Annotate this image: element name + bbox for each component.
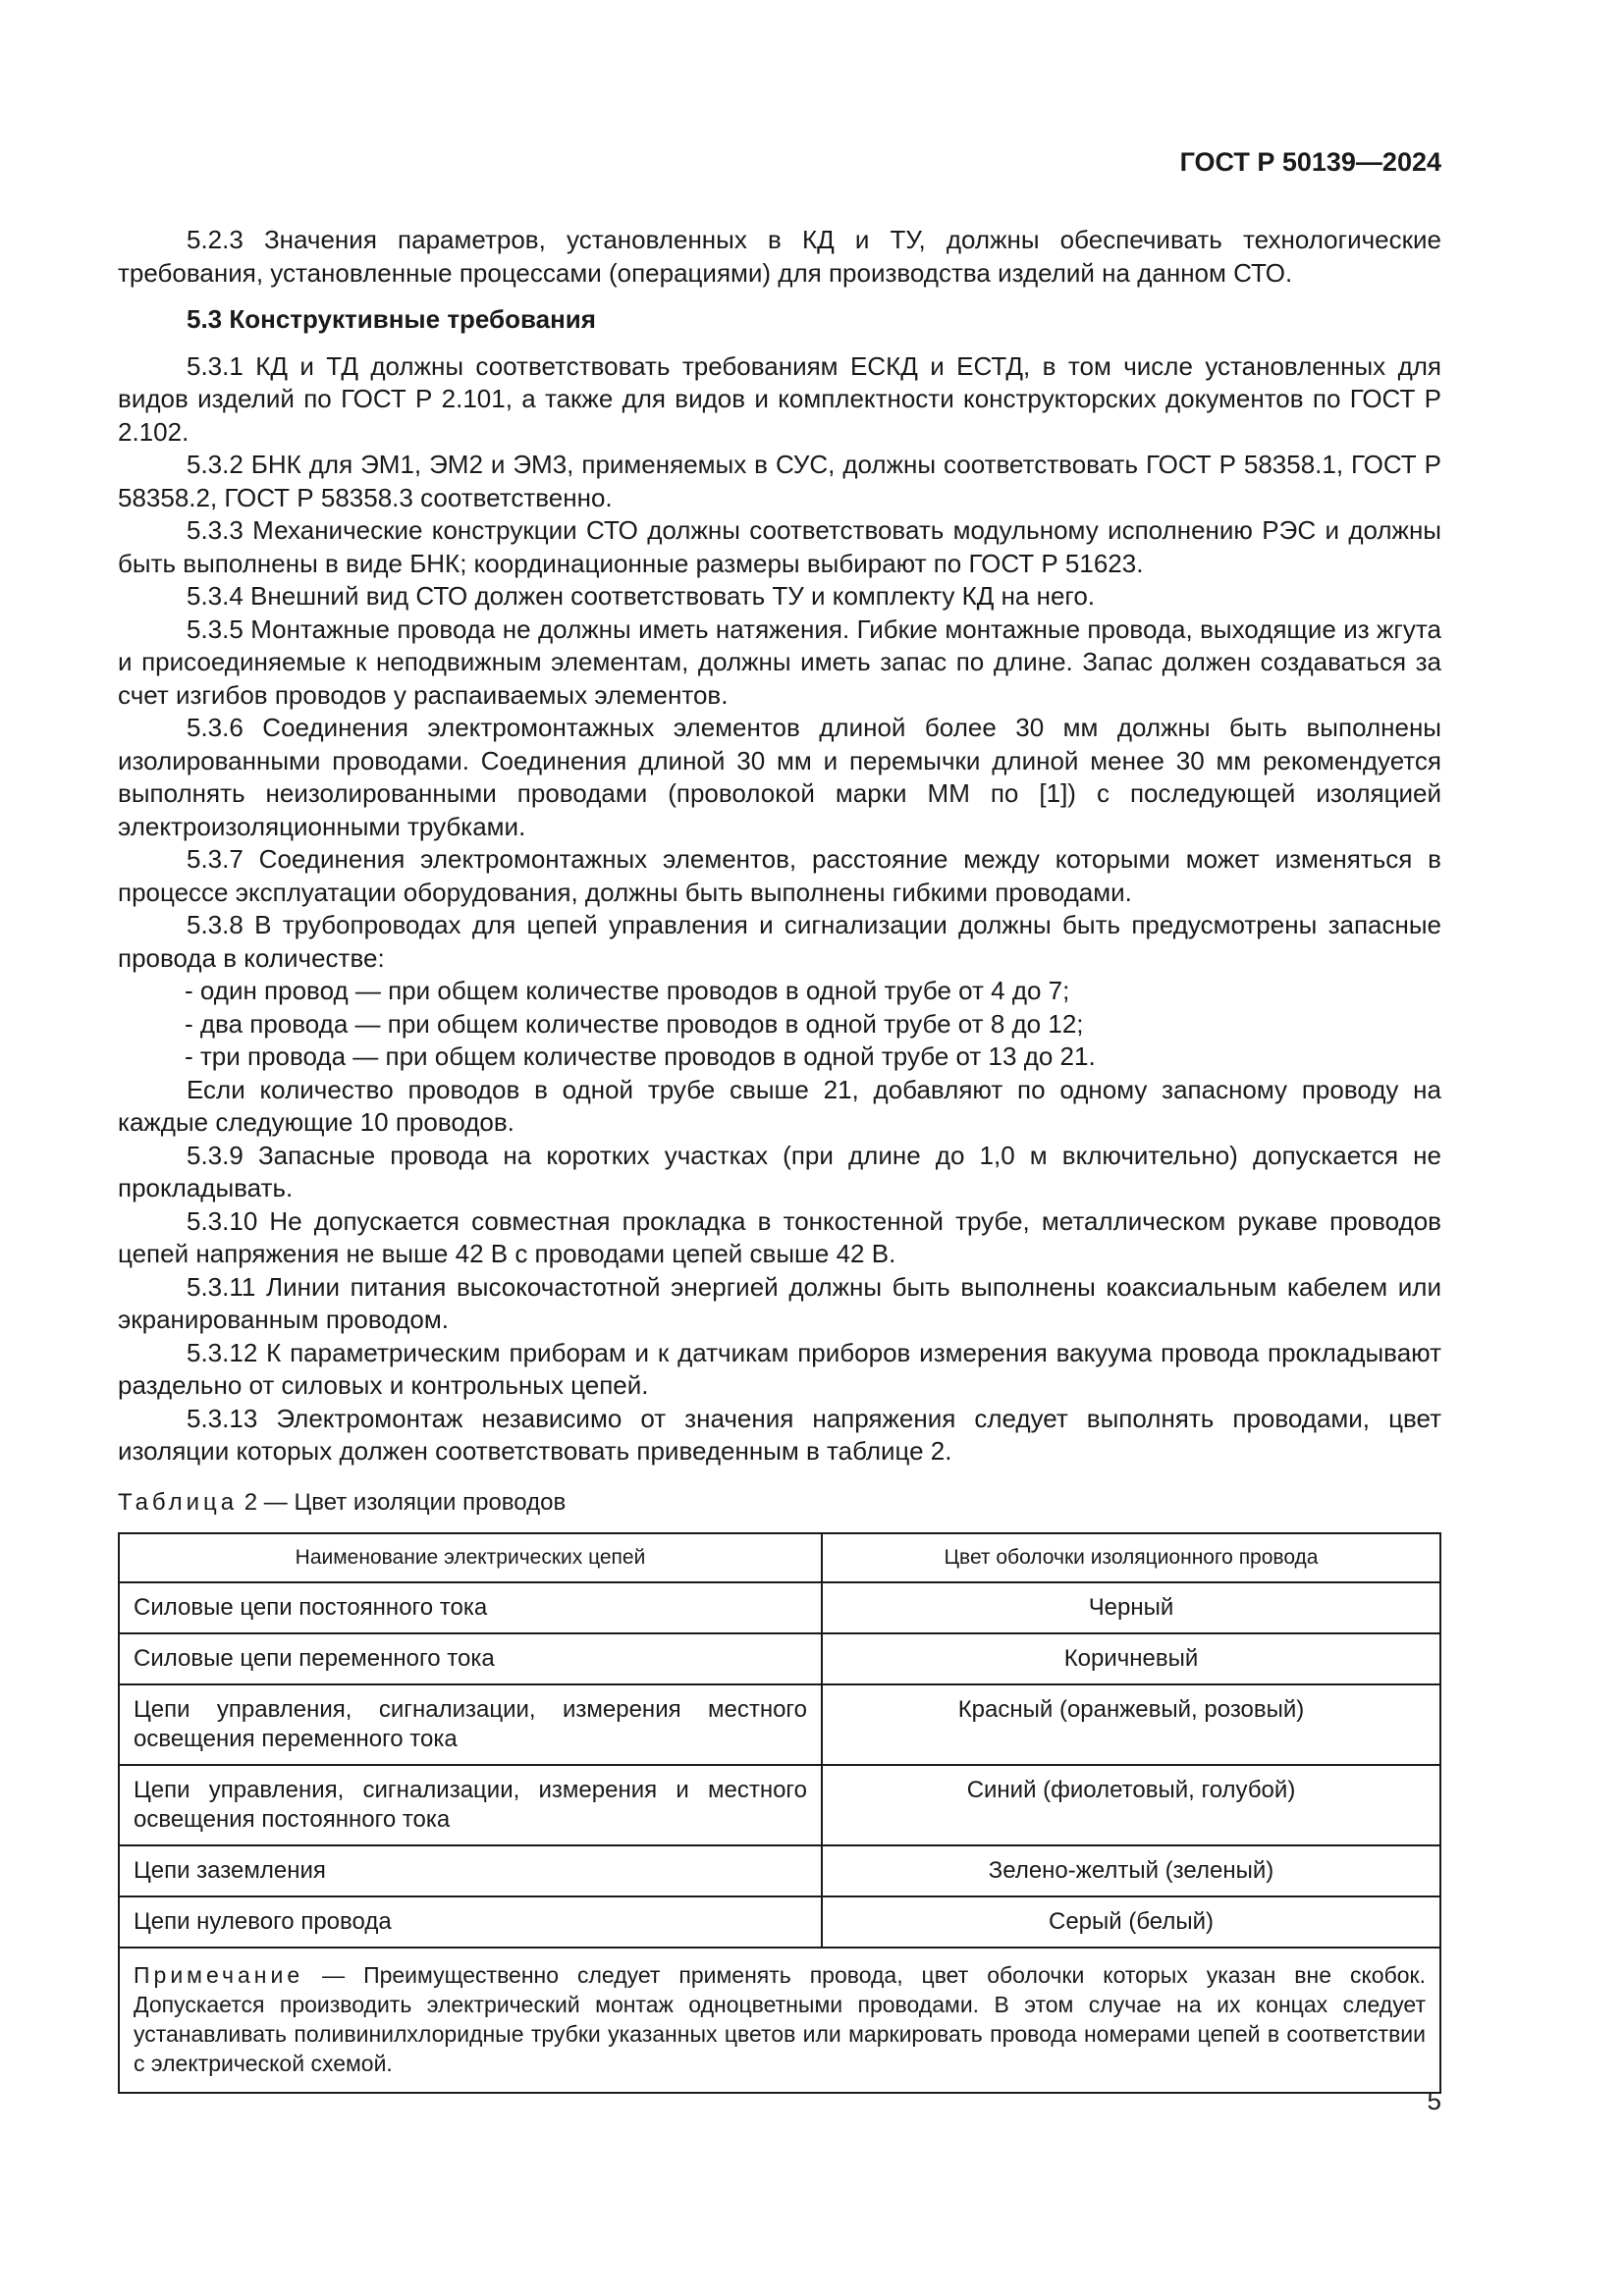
paragraph-5-3-5: 5.3.5 Монтажные провода не должны иметь натяжения. Гибкие монтажные провода, выходящие из жгута и присоединяемые к неподвижным элементам, должны иметь запас по длине. Запас должен создаваться за счет изгибов проводов у распаиваемых элементов.: [118, 614, 1441, 710]
paragraph-5-3-2: 5.3.2 БНК для ЭМ1, ЭМ2 и ЭМ3, применяемых в СУС, должны соответствовать ГОСТ Р 58358.1, ГОСТ Р 58358.2, ГОСТ Р 58358.3 соответственно.: [118, 450, 1441, 512]
table-cell-circuit: Цепи управления, сигнализации, измерения и местного освещения постоянного тока: [119, 1765, 822, 1845]
paragraph-spare-wires: Если количество проводов в одной трубе свыше 21, добавляют по одному запасному проводу на каждые следующие 10 проводов.: [118, 1074, 1441, 1137]
table-note-row: [119, 1948, 1440, 2093]
paragraph-5-2-3: 5.2.3 Значения параметров, установленных в КД и ТУ, должны обеспечивать технологические требования, установленные процессами (операциями) для производства изделий на данном СТО.: [118, 225, 1441, 288]
table-row: [119, 1765, 1440, 1845]
table-note-text: — Преимущественно следует применять провода, цвет оболочки которых указан вне скобок. Допускается производить электрический монтаж одноцветными проводами. В этом случае на их концах следует устанавливать поливинилхлоридные трубки указанных цветов или маркировать провода номерами цепей в соответствии с электрической схемой.: [134, 1962, 1427, 2076]
paragraph-5-3-9: 5.3.9 Запасные провода на коротких участках (при длине до 1,0 м включительно) допускается не прокладывать.: [118, 1140, 1441, 1202]
paragraph-5-3-10: 5.3.10 Не допускается совместная прокладка в тонкостенной трубе, металлическом рукаве проводов цепей напряжения не выше 42 В с проводами цепей свыше 42 В.: [118, 1205, 1441, 1268]
paragraph-5-3-11: 5.3.11 Линии питания высокочастотной энергией должны быть выполнены коаксиальным кабелем или экранированным проводом.: [118, 1271, 1441, 1334]
paragraph-5-3-13: 5.3.13 Электромонтаж независимо от значения напряжения следует выполнять проводами, цвет изоляции которых должен соответствовать приведенным в таблице 2.: [118, 1403, 1441, 1466]
table-cell-color: Серый (белый): [822, 1896, 1440, 1948]
document-id-header: ГОСТ Р 50139—2024: [1179, 147, 1441, 177]
table-cell-circuit: Цепи заземления: [119, 1845, 822, 1896]
table-cell-circuit: Силовые цепи переменного тока: [119, 1633, 822, 1684]
table-row: [119, 1684, 1440, 1765]
paragraph-5-3-12: 5.3.12 К параметрическим приборам и к датчикам приборов измерения вакуума провода прокладывают раздельно от силовых и контрольных цепей.: [118, 1337, 1441, 1400]
table-cell-circuit: Цепи управления, сигнализации, измерения местного освещения переменного тока: [119, 1684, 822, 1765]
table-cell-circuit: Силовые цепи постоянного тока: [119, 1582, 822, 1633]
paragraph-5-3-8: 5.3.8 В трубопроводах для цепей управления и сигнализации должны быть предусмотрены запасные провода в количестве:: [118, 910, 1441, 973]
list-item: - три провода — при общем количестве проводов в одной трубе от 13 до 21.: [185, 1041, 1096, 1071]
table-cell-color: Коричневый: [822, 1633, 1440, 1684]
list-item: - один провод — при общем количестве проводов в одной трубе от 4 до 7;: [185, 976, 1070, 1005]
list-item: - два провода — при общем количестве проводов в одной трубе от 8 до 12;: [185, 1008, 1084, 1039]
paragraph-5-3-6: 5.3.6 Соединения электромонтажных элементов длиной более 30 мм должны быть выполнены изолированными проводами. Соединения длиной 30 мм и перемычки длиной менее 30 мм рекомендуется выполнять неизолированными проводами (проволокой марки ММ по [1]) с последующей изоляцией электроизоляционными трубками.: [118, 713, 1441, 841]
wire-color-table: [118, 1532, 1441, 2094]
paragraph-5-3-4: 5.3.4 Внешний вид СТО должен соответствовать ТУ и комплекту КД на него.: [187, 581, 1096, 611]
table-row: [119, 1582, 1440, 1633]
table-note-word: Примечание: [134, 1962, 304, 1988]
table-cell-circuit: Цепи нулевого провода: [119, 1896, 822, 1948]
table-header-circuit: Наименование электрических цепей: [119, 1533, 822, 1582]
table-caption-text: 2 — Цвет изоляции проводов: [244, 1488, 567, 1516]
table-header-color: Цвет оболочки изоляционного провода: [822, 1533, 1440, 1582]
table-cell-color: Черный: [822, 1582, 1440, 1633]
table-row: [119, 1845, 1440, 1896]
paragraph-5-3-3: 5.3.3 Механические конструкции СТО должны соответствовать модульному исполнению РЭС и должны быть выполнены в виде БНК; координационные размеры выбирают по ГОСТ Р 51623.: [118, 515, 1441, 578]
section-title: 5.3 Конструктивные требования: [187, 304, 596, 334]
table-cell-color: Зелено-желтый (зеленый): [822, 1845, 1440, 1896]
table-header-row: [119, 1533, 1440, 1582]
page-number: 5: [1427, 2086, 1441, 2115]
paragraph-5-3-1: 5.3.1 КД и ТД должны соответствовать требованиям ЕСКД и ЕСТД, в том числе установленных для видов изделий по ГОСТ Р 2.101, а также для видов и комплектности конструкторских документов по ГОСТ Р 2.102.: [118, 350, 1441, 447]
table-row: [119, 1896, 1440, 1948]
table-caption-word: Таблица: [118, 1488, 239, 1516]
table-cell-color: Синий (фиолетовый, голубой): [822, 1765, 1440, 1845]
table-row: [119, 1633, 1440, 1684]
table-cell-color: Красный (оранжевый, розовый): [822, 1684, 1440, 1765]
paragraph-5-3-7: 5.3.7 Соединения электромонтажных элементов, расстояние между которыми может изменяться в процессе эксплуатации оборудования, должны быть выполнены гибкими проводами.: [118, 844, 1441, 907]
table-caption: [118, 1486, 1441, 1520]
document-body: [118, 224, 1441, 2094]
table-note: [119, 1948, 1440, 2093]
